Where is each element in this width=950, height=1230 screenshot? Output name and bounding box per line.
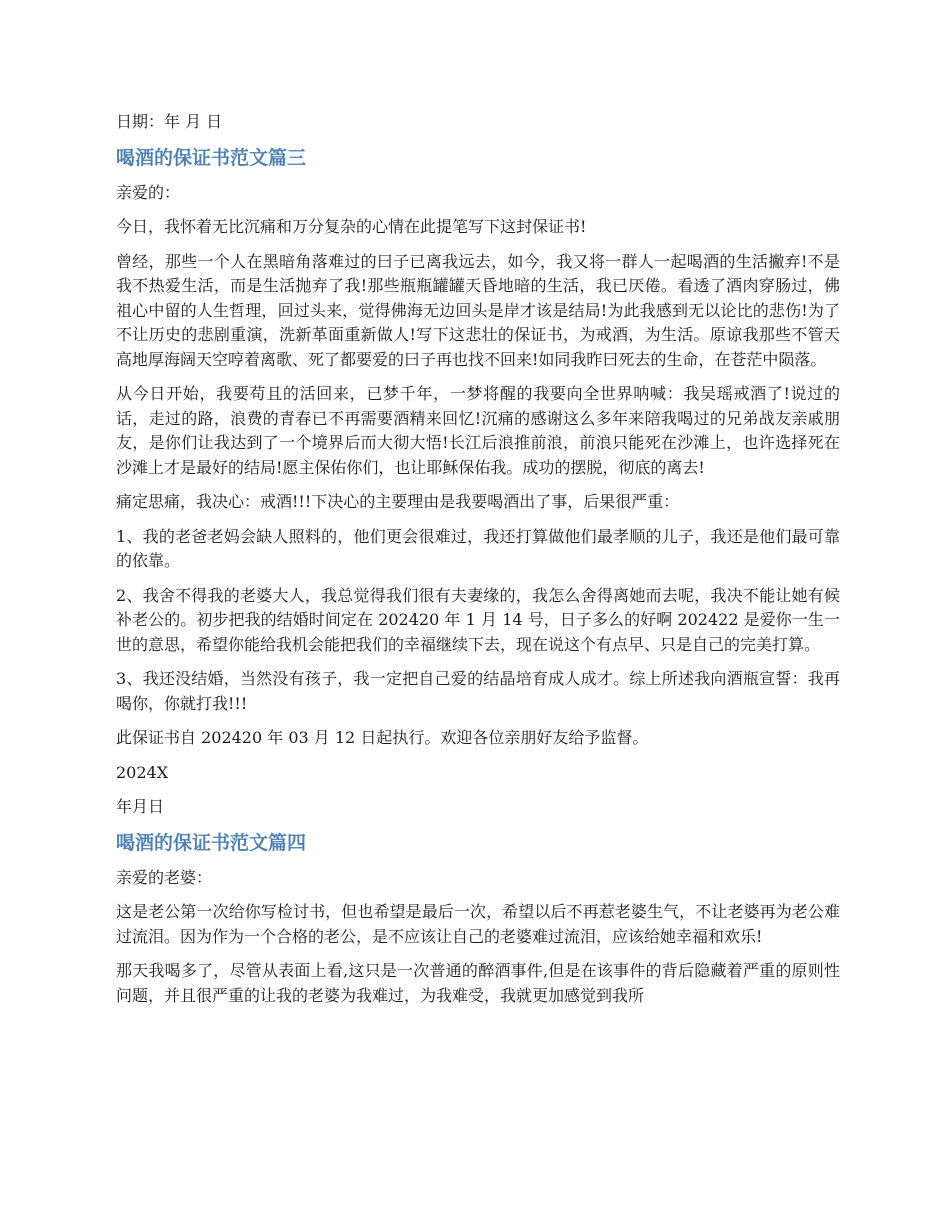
list-item: 1、我的老爸老妈会缺人照料的，他们更会很难过，我还打算做他们最孝顺的儿子，我还是他们最可靠的依靠。 (116, 526, 840, 570)
section-heading-3: 喝酒的保证书范文篇三 (116, 146, 307, 169)
paragraph: 那天我喝多了，尽管从表面上看,这只是一次普通的醉酒事件,但是在该事件的背后隐藏着严重的原则性问题，并且很严重的让我的老婆为我难过，为我难受，我就更加感觉到我所 (116, 961, 840, 1005)
list-item: 3、我还没结婚，当然没有孩子，我一定把自己爱的结晶培育成人成才。综上所述我向酒瓶宣誓：我再喝你，你就打我!!! (116, 669, 840, 713)
paragraph: 痛定思痛，我决心：戒酒!!!下决心的主要理由是我要喝酒出了事，后果很严重： (116, 492, 680, 511)
date-line: 日期：年 月 日 (116, 112, 223, 131)
salutation: 亲爱的： (116, 182, 181, 202)
paragraph: 今日，我怀着无比沉痛和万分复杂的心情在此提笔写下这封保证书! (116, 217, 587, 236)
signature-year: 2024X (116, 762, 169, 782)
paragraph: 此保证书自 202420 年 03 月 12 日起执行。欢迎各位亲朋好友给予监督。 (116, 728, 649, 747)
list-item: 2、我舍不得我的老婆大人，我总觉得我们很有夫妻缘的，我怎么舍得离她而去呢，我决不能让她有候补老公的。初步把我的结婚时间定在 202420 年 1 月 14 号，日子多么的好啊 202422 是爱你一生一世的意思，希望你能给我机会能把我们的幸福继续下去，现在说这个有点早、只是自己的完美打算。 (116, 585, 840, 654)
section-heading-4: 喝酒的保证书范文篇四 (116, 831, 307, 854)
paragraph: 这是老公第一次给你写检讨书，但也希望是最后一次，希望以后不再惹老婆生气，不让老婆再为老公难过流泪。因为作为一个合格的老公，是不应该让自己的老婆难过流泪，应该给她幸福和欢乐! (116, 902, 840, 946)
paragraph: 从今日开始，我要苟且的活回来，已梦千年，一梦将醒的我要向全世界呐喊：我吴瑶戒酒了!说过的话，走过的路，浪费的青春已不再需要酒精来回忆!沉痛的感谢这么多年来陪我喝过的兄弟战友亲戚朋友，是你们让我达到了一个境界后而大彻大悟!长江后浪推前浪，前浪只能死在沙滩上，也许选择死在沙滩上才是最好的结局!愿主保佑你们，也让耶稣保佑我。成功的摆脱，彻底的离去! (116, 384, 840, 477)
paragraph: 曾经，那些一个人在黑暗角落难过的曰子已离我远去，如今，我又将一群人一起喝酒的生活撇弃!不是我不热爱生活，而是生活抛弃了我!那些瓶瓶罐罐天昏地暗的生活，我已厌倦。看透了酒肉穿肠过，佛祖心中留的人生哲理，回过头来，觉得佛海无边回头是岸才该是结局!为此我感到无以论比的悲伤!为了不让历史的悲剧重演，洗新革面重新做人!写下这悲壮的保证书，为戒酒，为生活。原谅我那些不管天高地厚海阔天空哼着离歌、死了都要爱的曰子再也找不回来!如同我昨曰死去的生命，在苍茫中陨落。 (116, 251, 840, 369)
document-page (116, 110, 840, 1018)
signature-date: 年月日 (116, 797, 165, 816)
salutation: 亲爱的老婆： (116, 867, 213, 887)
